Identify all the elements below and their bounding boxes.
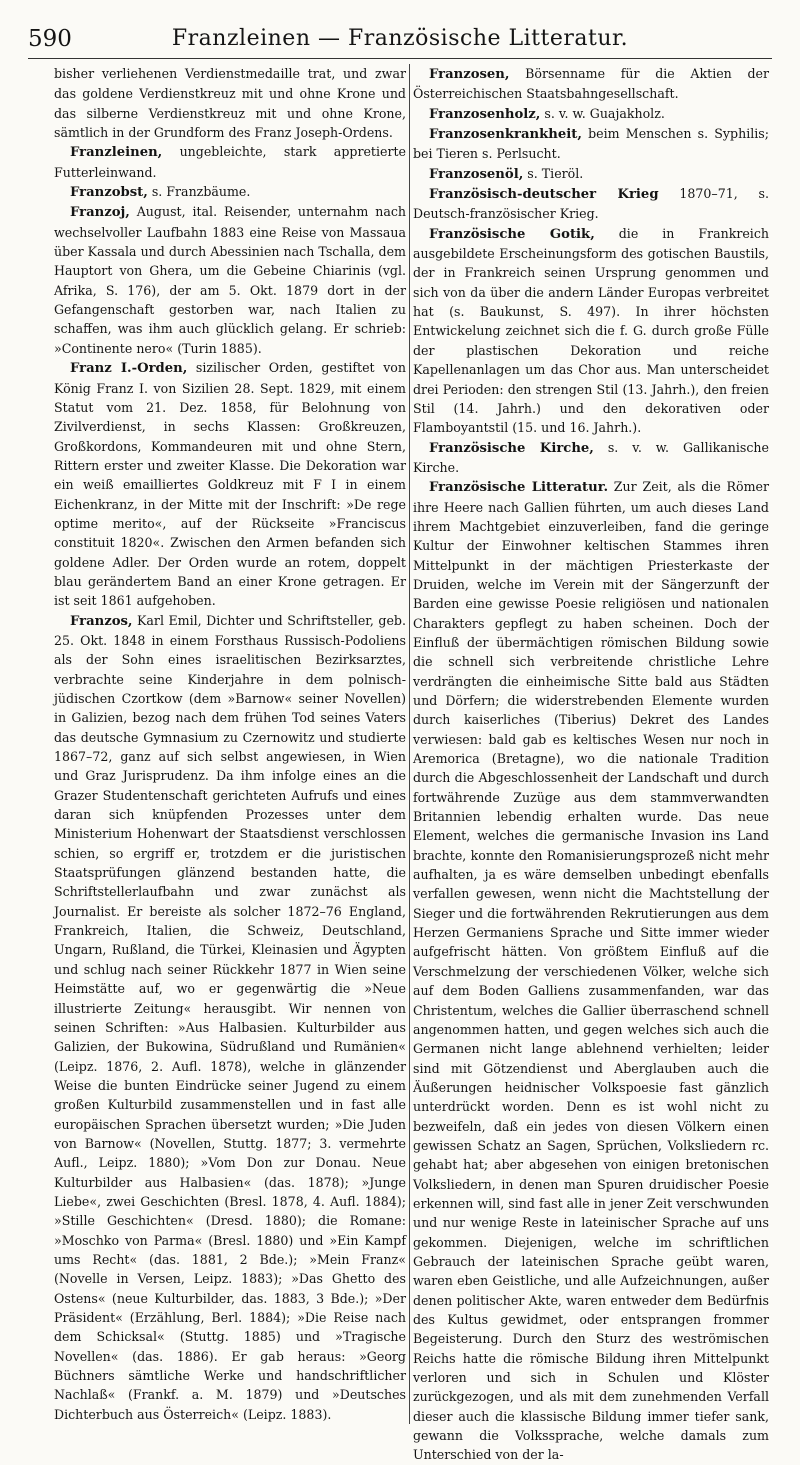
headword: Französisch-deutscher Krieg bbox=[429, 187, 659, 203]
entry bbox=[54, 358, 406, 610]
headword: Französische Gotik, bbox=[429, 226, 595, 242]
entry-text: s. v. w. Guajakholz. bbox=[540, 105, 665, 121]
left-column bbox=[54, 64, 406, 1424]
headword: Französische Litteratur. bbox=[429, 480, 609, 496]
entry bbox=[413, 64, 769, 104]
headword: Franzos, bbox=[70, 613, 133, 629]
entry bbox=[413, 104, 769, 124]
headword: Französische Kirche, bbox=[429, 440, 594, 456]
entry-text: s. v. w. Gallikanische Kirche. bbox=[413, 439, 769, 475]
entry-text: s. Franzbäume. bbox=[147, 184, 251, 200]
entry-text: August, ital. Reisender, unternahm nach wechselvoller Laufbahn 1883 eine Reise von Massaua über Kassala und durch Abessinien nach Tschalla, dem Hauptort von Ghera, um die Gebeine Chiarinis (vgl. Afrika, S. 176), der am 5. Okt. 1879 dort in der Gefangenschaft gestorben war, nach Italien zu schaffen, was ihm auch glücklich gelang. Er schrieb: »Continente nero« (Turin 1885). bbox=[54, 204, 406, 356]
headword: Franzleinen, bbox=[70, 145, 163, 161]
entry-text: ungebleichte, stark appretierte Futterleinwand. bbox=[54, 144, 406, 180]
entry-text: die in Frankreich ausgebildete Erscheinungsform des gotischen Baustils, der in Frankreich seinen Ursprung genommen und sich von da über die andern Länder Europas verbreitet hat (s. Baukunst, S. 497). In ihrer höchsten Entwickelung zeichnet sich die f. G. durch große Fülle der plastischen Dekoration und reiche Kapellenanlagen um das Chor aus. Man unterscheidet drei Perioden: den strengen Stil (13. Jahrh.), den freien Stil (14. Jahrh.) und den dekorativen oder Flamboyantstil (15. und 16. Jahrh.). bbox=[413, 225, 769, 436]
entry bbox=[413, 164, 769, 184]
entry bbox=[54, 64, 406, 142]
entry-text: Zur Zeit, als die Römer ihre Heere nach Gallien führten, um auch dieses Land ihrem Machtgebiet einzuverleiben, fand die geringe Kultur der Einwohner keltischen Stammes ihren Mittelpunkt in der mächtigen Priesterkaste der Druiden, welche im Verein mit der Sängerzunft der Barden eine gewisse Poesie religiösen und nationalen Charakters gepflegt zu haben scheinen. Doch der Einfluß der übermächtigen römischen Bildung sowie die schnell sich verbreitende christliche Lehre verdrängten die einheimische Sitte bald aus Städten und Dörfern; die widerstrebenden Elemente wurden durch kaiserliches (Tiberius) Dekret des Landes verwiesen: bald gab es keltisches Wesen nur noch in Aremorica (Bretagne), wo die nationale Tradition durch die Abgeschlossenheit der Landschaft und durch fortwährende Zuzüge aus dem stammverwandten Britannien lebendig erhalten wurde. Das neue Element, welches die germanische Invasion ins Land brachte, konnte den Romanisierungsprozeß nicht mehr aufhalten, ja es wäre demselben unbedingt ebenfalls verfallen gewesen, wenn nicht die Machtstellung der Sieger und die fortwährenden Rekrutierungen aus dem Herzen Germaniens Sprache und Sitte immer wieder aufgefrischt hätten. Von größtem Einfluß auf die Verschmelzung der verschiedenen Völker, welche sich auf dem Boden Galliens zusammenfanden, war das Christentum, welches die Gallier überraschend schnell angenommen hatten, und gegen welches sich auch die Germanen nicht lange ablehnend verhielten; leider sind mit Götzendienst und Aberglauben auch die Äußerungen heidnischer Volkspoesie fast gänzlich unterdrückt worden. Denn es ist wohl nicht zu bezweifeln, daß ein jedes von diesen Völkern einen gewissen Schatz an Sagen, Sprüchen, Volksliedern rc. gehabt hat; aber abgesehen von einigen bretonischen Volksliedern, in denen man Spuren druidischer Poesie erkennen will, sind fast alle in jener Zeit verschwunden und nur wenige Reste in lateinischer Sprache auf uns gekommen. Diejenigen, welche im schriftlichen Gebrauch der lateinischen Sprache geübt waren, waren eben Geistliche, und alle Aufzeichnungen, außer denen politischer Akte, waren entweder dem Bedürfnis des Kultus gewidmet, oder entsprangen frommer Begeisterung. Durch den Sturz des weströmischen Reichs hatte die römische Bildung ihren Mittelpunkt verloren und sich in Schulen und Klöster zurückgezogen, und als mit dem zunehmenden Verfall dieser auch die klassische Bildung immer tiefer sank, gewann die Volkssprache, welche damals zum Unterschied von der la- bbox=[413, 479, 769, 1463]
headword: Franzobst, bbox=[70, 185, 148, 201]
headword: Franzosenöl, bbox=[429, 166, 524, 182]
entry-text: Börsenname für die Aktien der Österreichischen Staatsbahngesellschaft. bbox=[413, 66, 769, 102]
entry-text: s. Tieröl. bbox=[523, 165, 584, 181]
entry-text: sizilischer Orden, gestiftet von König Franz I. von Sizilien 28. Sept. 1829, mit einem Statut vom 21. Dez. 1858, für Belohnung von Zivilverdienst, in sechs Klassen: Großkreuzen, Großkordons, Kommandeuren mit und ohne Stern, Rittern erster und zweiter Klasse. Die Dekoration war ein weiß emailliertes Goldkreuz mit F I in einem Eichenkranz, in der Mitte mit der Inschrift: »De rege optime merito«, auf der Rückseite »Franciscus constituit 1820«. Zwischen den Armen befanden sich goldene Adler. Der Orden wurde an rotem, doppelt blau gerändertem Band an einer Krone getragen. Er ist seit 1861 aufgehoben. bbox=[54, 360, 406, 609]
entry-text: 1870–71, s. Deutsch-französischer Krieg. bbox=[413, 186, 769, 222]
entry-text: bisher verliehenen Verdienstmedaille trat, und zwar das goldene Verdienstkreuz mit und ohne Krone und das silberne Verdienstkreuz mit und ohne Krone, sämtlich in der Grundform des Franz Joseph-Ordens. bbox=[54, 66, 406, 141]
entry bbox=[413, 224, 769, 438]
running-title: Franzleinen — Französische Litteratur. bbox=[171, 26, 629, 51]
right-column bbox=[413, 64, 769, 1465]
headword: Franzosen, bbox=[429, 67, 510, 82]
headword: Franzosenholz, bbox=[429, 106, 541, 122]
entry bbox=[54, 611, 406, 1424]
entry-text: Karl Emil, Dichter und Schriftsteller, geb. 25. Okt. 1848 in einem Forsthaus Russisch-Podoliens als der Sohn eines israelitischen Bezirksarztes, verbrachte seine Kinderjahre in dem polnisch-jüdischen Czortkow (dem »Barnow« seiner Novellen) in Galizien, bezog nach dem frühen Tod seines Vaters das deutsche Gymnasium zu Czernowitz und studierte 1867–72, ganz auf sich selbst angewiesen, in Wien und Graz Jurisprudenz. Da ihm infolge eines an die Grazer Studentenschaft gerichteten Aufrufs und eines daran sich knüpfenden Prozesses unter dem Ministerium Hohenwart der Staatsdienst verschlossen schien, so ergriff er, trotzdem er die juristischen Staatsprüfungen glänzend bestanden hatte, die Schriftstellerlaufbahn und zwar zunächst als Journalist. Er bereiste als solcher 1872–76 England, Frankreich, Italien, die Schweiz, Deutschland, Ungarn, Rußland, die Türkei, Kleinasien und Ägypten und schlug nach seiner Rückkehr 1877 in Wien seine Heimstätte auf, wo er gegenwärtig die »Neue illustrierte Zeitung« herausgibt. Wir nennen von seinen Schriften: »Aus Halbasien. Kulturbilder aus Galizien, der Bukowina, Südrußland und Rumänien« (Leipz. 1876, 2. Aufl. 1878), welche in glänzender Weise die bunten Eindrücke seiner Jugend zu einem großen Kulturbild zusammenstellen und in fast alle europäischen Sprachen übersetzt wurden; »Die Juden von Barnow« (Novellen, Stuttg. 1877; 3. vermehrte Aufl., Leipz. 1880); »Vom Don zur Donau. Neue Kulturbilder aus Halbasien« (das. 1878); »Junge Liebe«, zwei Geschichten (Bresl. 1878, 4. Aufl. 1884); »Stille Geschichten« (Dresd. 1880); die Romane: »Moschko von Parma« (Bresl. 1880) und »Ein Kampf ums Recht« (das. 1881, 2 Bde.); »Mein Franz« (Novelle in Versen, Leipz. 1883); »Das Ghetto des Ostens« (neue Kulturbilder, das. 1883, 3 Bde.); »Der Präsident« (Erzählung, Berl. 1884); »Die Reise nach dem Schicksal« (Stuttg. 1885) und »Tragische Novellen« (das. 1886). Er gab heraus: »Georg Büchners sämtliche Werke und handschriftlicher Nachlaß« (Frankf. a. M. 1879) und »Deutsches Dichterbuch aus Österreich« (Leipz. 1883). bbox=[54, 612, 406, 1422]
entry bbox=[413, 124, 769, 164]
page-header bbox=[28, 24, 772, 59]
headword: Franz I.-Orden, bbox=[70, 361, 188, 377]
entry bbox=[413, 438, 769, 478]
entry bbox=[54, 182, 406, 202]
entry bbox=[54, 202, 406, 358]
page-number: 590 bbox=[28, 26, 72, 52]
headword: Franzoj, bbox=[70, 205, 130, 221]
entry bbox=[54, 142, 406, 182]
entry bbox=[413, 477, 769, 1465]
entry-text: beim Menschen s. Syphilis; bei Tieren s. Perlsucht. bbox=[413, 126, 769, 162]
entry bbox=[413, 184, 769, 224]
headword: Franzosenkrankheit, bbox=[429, 127, 582, 143]
